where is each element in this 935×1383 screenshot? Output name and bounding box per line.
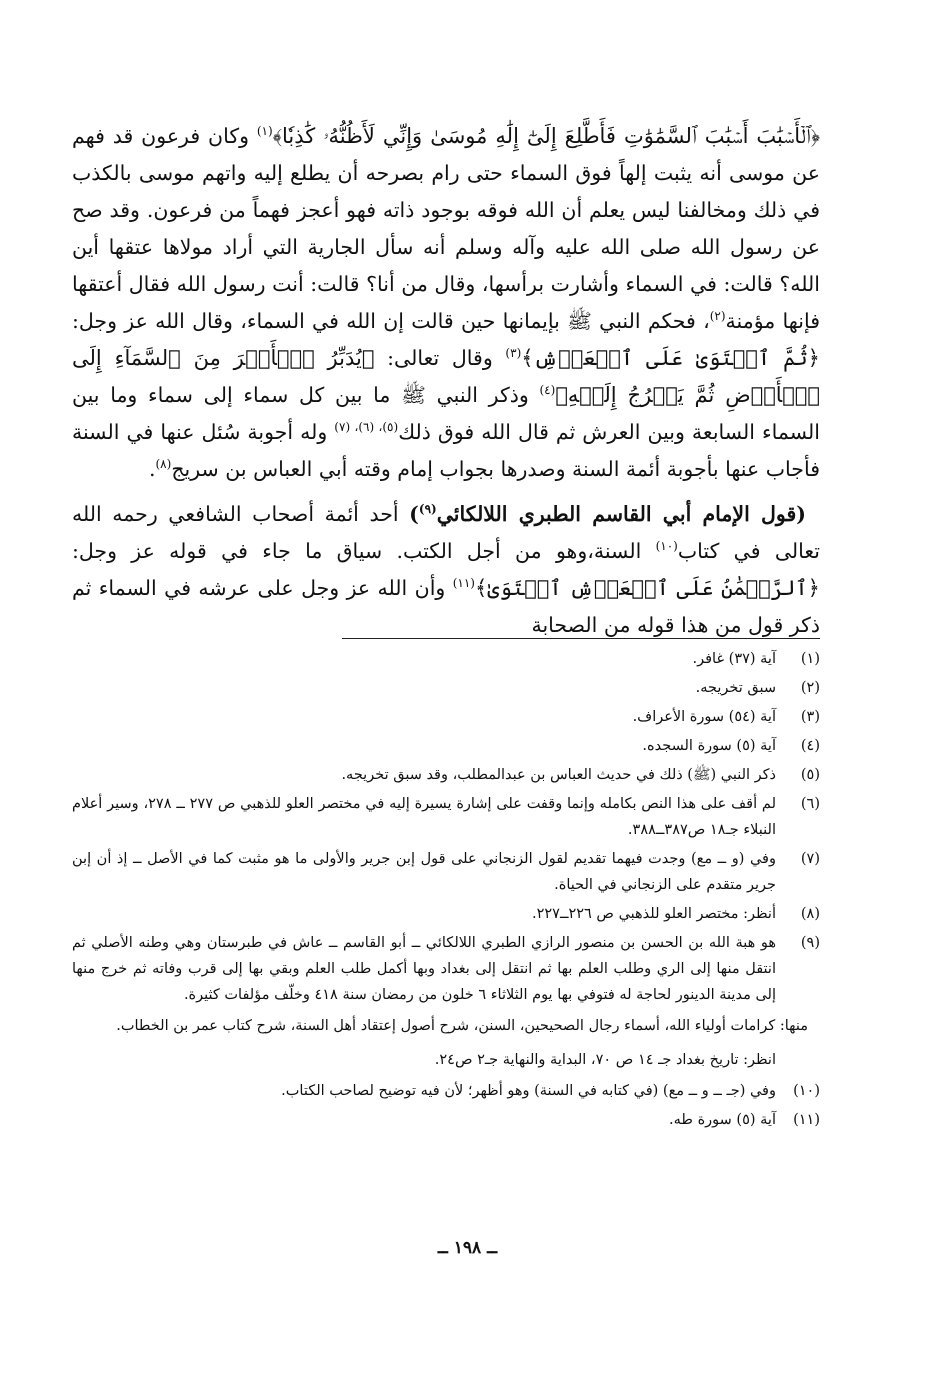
footnote: (٣) آية (٥٤) سورة الأعراف.	[632, 709, 820, 725]
footnote: (٢) سبق تخريجه.	[695, 680, 820, 696]
main-text	[72, 118, 820, 644]
footnote: (٥) ذكر النبي (ﷺ) ذلك في حديث العباس بن عبدالمطلب، وقد سبق تخريجه.	[341, 767, 820, 783]
page-number: ــ ١٩٨ ــ	[437, 1238, 498, 1258]
footnote-divider	[342, 638, 820, 639]
footnote: (٨) أنظر: مختصر العلو للذهبي ص ٢٢٦ــ٢٢٧.	[531, 906, 820, 922]
footnotes	[72, 646, 820, 1136]
footnote: (٦) لم أقف على هذا النص بكامله وإنما وقفت على إشارة يسيرة إليه في مختصر العلو للذهبي ص ٢٧٧ ــ ٢٧٨، وسير أعلام النبلاء جـ١٨ ص٣٨٧ــ٣٨٨.	[72, 796, 820, 838]
footnote: (٤) آية (٥) سورة السجده.	[642, 738, 820, 754]
quran-verse: ﴿ٱلۡأَسۡبَٰبَ أَسۡبَٰبَ ٱلسَّمَٰوَٰتِ فَأَطَّلِعَ إِلَىٰٓ إِلَٰهِ مُوسَىٰ وَإِنِّي لَأَظُنُّهُۥ كَٰذِبٗا﴾	[272, 124, 820, 148]
footnote-ref: (١٠)	[655, 539, 678, 554]
footnote-ref: (١)	[256, 124, 273, 139]
quran-verse: ﴿ثُمَّ ٱسۡتَوَىٰ عَلَى ٱلۡعَرۡشِ﴾	[521, 346, 820, 370]
footnote: (٧) وفي (و ــ مع) وجدت فيهما تقديم لقول الزنجاني على قول إبن جرير والأولى ما هو مثبت كما في الأصل ــ إذ أن إبن جرير متقدم على الزنجاني في الحياة.	[72, 851, 820, 893]
footnote-ref: (٨)	[155, 457, 172, 472]
quran-verse: ﴿يُدَبِّرُ ٱلۡأَمۡرَ مِنَ ٱلسَّمَآءِ إِلَى ٱلۡأَرۡضِ ثُمَّ يَعۡرُجُ إِلَيۡهِ﴾	[72, 346, 821, 407]
page	[72, 118, 821, 1128]
footnote: (١١) آية (٥) سورة طه.	[669, 1112, 820, 1128]
footnote-continuation: منها: كرامات أولياء الله، أسماء رجال الصحيحين، السنن، شرح أصول إعتقاد أهل السنة، شرح كتاب عمر بن الخطاب.	[116, 1018, 808, 1034]
footnote-ref: (٤)	[539, 383, 556, 398]
footnote-ref: (١١)	[452, 576, 475, 591]
footnote-ref: (٩)	[418, 502, 437, 517]
quran-verse: ﴿ٱلرَّحۡمَٰنُ عَلَى ٱلۡعَرۡشِ ٱسۡتَوَىٰ﴾	[474, 576, 820, 600]
footnote-continuation: انظر: تاريخ بغداد جـ ١٤ ص ٧٠، البداية والنهاية جـ٢ ص٢٤.	[434, 1052, 776, 1068]
footnote-ref: (٢)	[709, 309, 726, 324]
footnote-ref: (٥)، (٦)، (٧)	[334, 420, 399, 435]
footnote: (١) آية (٣٧) غافر.	[692, 651, 820, 667]
paragraph-1: ﴿ٱلۡأَسۡبَٰبَ أَسۡبَٰبَ ٱلسَّمَٰوَٰتِ فَأَطَّلِعَ إِلَىٰٓ إِلَٰهِ مُوسَىٰ وَإِنِّي لَأَظُنُّهُۥ كَٰذِبٗا﴾$^{(١)}$ وكان فرعون قد فهم عن موسى أنه يثبت إلهاً فوق السماء حتى رام بصرحه أن يطلع إليه واتهم موسى بالكذب في ذلك ومخالفنا ليس يعلم أن الله فوقه بوجود ذاته فهو أعجز فهماً من فرعون. وقد صح عن رسول الله صلى الله عليه وآله وسلم أنه سأل الجارية التي أراد مولاها عتقها أين الله؟ قالت: في السماء وأشارت برأسها، وقال من أنا؟ قالت: أنت رسول الله فقال أعتقها فإنها مؤمنة$^{(٢)}$، فحكم النبي ﷺ بإيمانها حين قالت إن الله في السماء، وقال الله عز وجل: ﴿ثُمَّ ٱسۡتَوَىٰ عَلَى ٱلۡعَرۡشِ﴾$^{(٣)}$ وقال تعالى: ﴿يُدَبِّرُ ٱلۡأَمۡرَ مِنَ ٱلسَّمَآءِ إِلَى ٱلۡأَرۡضِ ثُمَّ يَعۡرُجُ إِلَيۡهِ﴾$^{(٤)}$ وذكر النبي ﷺ ما بين كل سماء إلى سماء وما بين السماء السابعة وبين العرش ثم قال الله فوق ذلك$^{(٥)، (٦)، (٧)}$ وله أجوبة سُئل عنها في السنة فأجاب عنها بأجوبة أئمة السنة وصدرها بجواب إمام وقته أبي العباس بن سريج$^{(٨)}$.	[72, 124, 821, 481]
footnote: (١٠) وفي (جـ ــ و ــ مع) (في كتابه في السنة) وهو أظهر؛ لأن فيه توضيح لصاحب الكتاب.	[281, 1083, 820, 1099]
footnote: (٩) هو هبة الله بن الحسن بن منصور الرازي الطبري اللالكائي ــ أبو القاسم ــ عاش في طبرستان وهي وطنه الأصلي ثم انتقل منها إلى الري وطلب العلم بها ثم انتقل إلى بغداد وبها أكمل طلب العلم وبقي بها إلى قرب وفاته ثم خرج منها إلى مدينة الدينور لحاجة له فتوفي بها يوم الثلاثاء ٦ خلون من رمضان سنة ٤١٨ وخلّف مؤلفات كثيرة.	[72, 935, 820, 1003]
section-heading: (قول الإمام أبي القاسم الطبري اللالكائي$^{(٩)}$)	[409, 502, 806, 526]
paragraph-2: (قول الإمام أبي القاسم الطبري اللالكائي$^{(٩)}$) أحد أئمة أصحاب الشافعي رحمه الله تعالى في كتاب$^{(١٠)}$ السنة،وهو من أجل الكتب. سياق ما جاء في قوله عز وجل: ﴿ٱلرَّحۡمَٰنُ عَلَى ٱلۡعَرۡشِ ٱسۡتَوَىٰ﴾$^{(١١)}$ وأن الله عز وجل على عرشه في السماء ثم ذكر قول من هذا قوله من الصحابة	[72, 502, 820, 637]
footnote-ref: (٣)	[505, 346, 522, 361]
